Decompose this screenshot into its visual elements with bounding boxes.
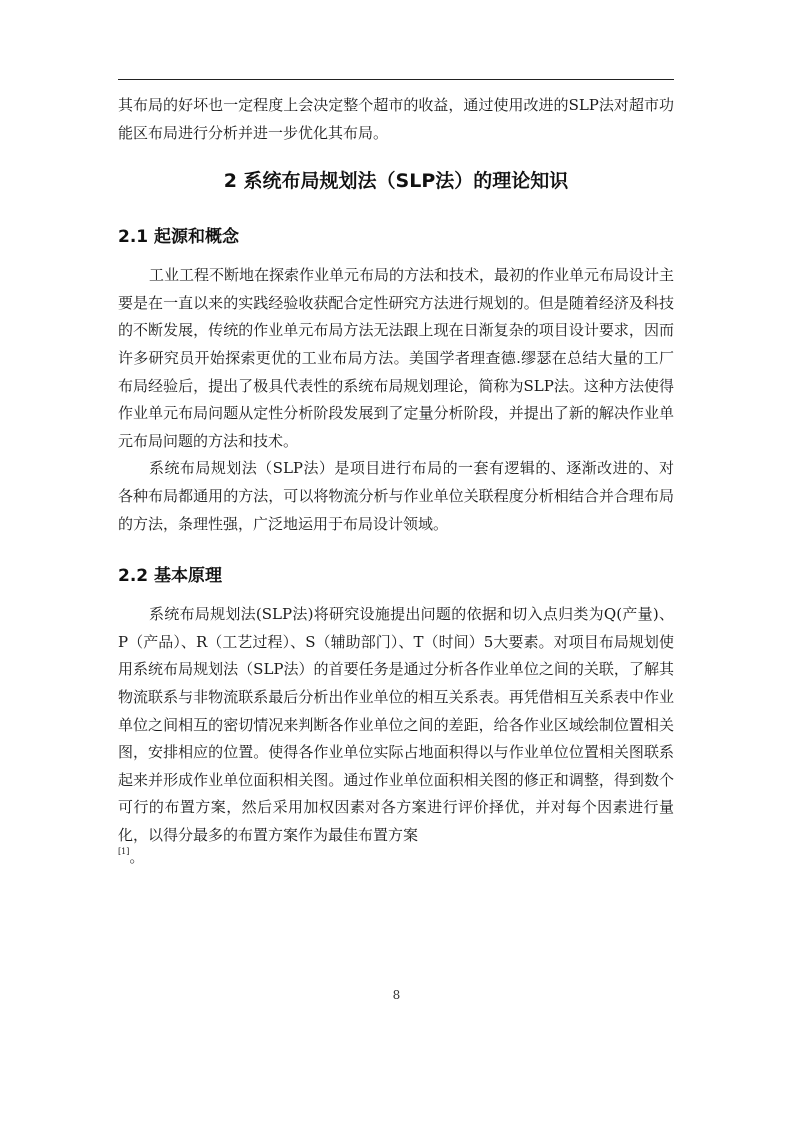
- section-title: 2 系统布局规划法（SLP法）的理论知识: [223, 170, 569, 193]
- subsection-title-principle: 2.2 基本原理: [118, 566, 223, 587]
- page-number: 8: [392, 988, 401, 1002]
- header-rule: [118, 79, 674, 80]
- closing-period: 。: [129, 848, 145, 867]
- principle-paragraph: 系统布局规划法(SLP法)将研究设施提出问题的依据和切入点归类为Q(产量)、P（产品）、R（工艺过程）、S（辅助部门）、T（时间）5大要素。对项目布局规划使用系统布局规划法（SLP法）的首要任务是通过分析各作业单位之间的关联，了解其物流联系与非物流联系最后分析出作业单位的相互关系表。再凭借相互关系表中作业单位之间相互的密切情况来判断各作业单位之间的差距，给各作业区域绘制位置相关图，安排相应的位置。使得各作业单位实际占地面积得以与作业单位位置相关图联系起来并形成作业单位面积相关图。通过作业单位面积相关图的修正和调整，得到数个可行的布置方案，然后采用加权因素对各方案进行评价择优，并对每个因素进行量化，以得分最多的布置方案作为最佳布置方案: [118, 605, 674, 844]
- origin-paragraph-2: 系统布局规划法（SLP法）是项目进行布局的一套有逻辑的、逐渐改进的、对各种布局都通用的方法，可以将物流分析与作业单位关联程度分析相结合并合理布局的方法，条理性强，广泛地运用于布局设计领域。: [118, 459, 674, 533]
- citation-line: [118, 847, 674, 867]
- page-body: [118, 92, 674, 867]
- origin-paragraph-1: 工业工程不断地在探索作业单元布局的方法和技术，最初的作业单元布局设计主要是在一直以来的实践经验收获配合定性研究方法进行规划的。但是随着经济及科技的不断发展，传统的作业单元布局方法无法跟上现在日渐复杂的项目设计要求，因而许多研究员开始探索更优的工业布局方法。美国学者理查德.缪瑟在总结大量的工厂布局经验后，提出了极具代表性的系统布局规划理论，简称为SLP法。这种方法使得作业单元布局问题从定性分析阶段发展到了定量分析阶段，并提出了新的解决作业单元布局问题的方法和技术。: [118, 266, 675, 450]
- intro-paragraph: 其布局的好坏也一定程度上会决定整个超市的收益，通过使用改进的SLP法对超市功能区布局进行分析并进一步优化其布局。: [118, 96, 674, 142]
- subsection-title-origin: 2.1 起源和概念: [118, 227, 240, 248]
- citation-ref[interactable]: [1]: [118, 847, 130, 857]
